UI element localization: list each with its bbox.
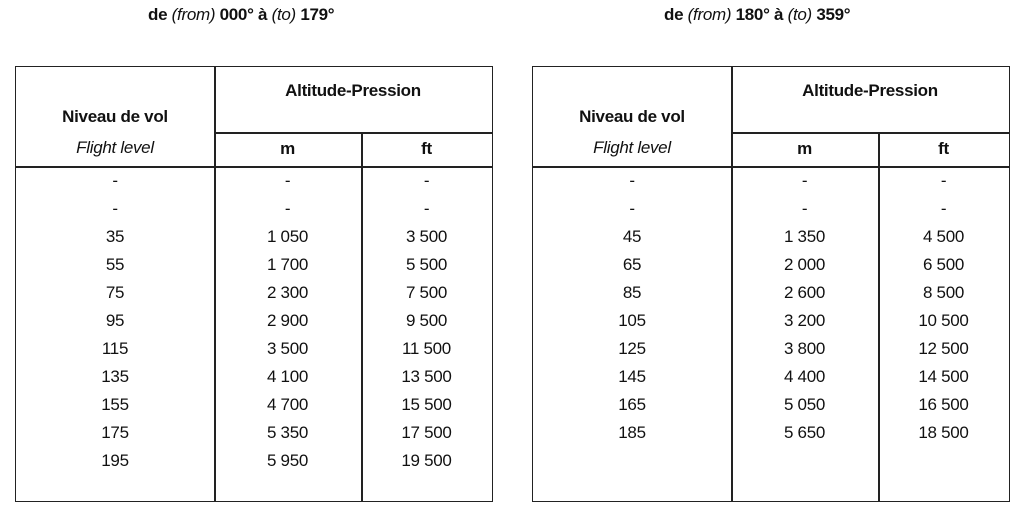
cell-feet: 8 500	[922, 283, 965, 302]
header-feet: ft	[938, 139, 949, 158]
header-divider	[214, 132, 492, 134]
cell-flight-level: 195	[101, 451, 129, 470]
cell-meters: -	[284, 199, 291, 218]
cell-feet: 3 500	[405, 227, 448, 246]
cell-meters: -	[284, 171, 291, 190]
cell-feet: 6 500	[922, 255, 965, 274]
cell-flight-level: 85	[622, 283, 642, 302]
cell-flight-level: 35	[105, 227, 125, 246]
cell-flight-level: 75	[105, 283, 125, 302]
header-divider	[16, 166, 492, 168]
caption-text: 000° à	[215, 5, 272, 24]
cell-meters: 3 200	[783, 311, 826, 330]
table-caption-right	[664, 5, 850, 25]
cell-feet: 9 500	[405, 311, 448, 330]
cell-meters: -	[801, 199, 808, 218]
caption-text: 359°	[811, 5, 851, 24]
cell-feet: -	[940, 171, 947, 190]
table-row	[16, 255, 492, 283]
header-meters: m	[797, 139, 812, 158]
table-row	[533, 283, 1009, 311]
table-row	[533, 395, 1009, 423]
table-row	[16, 451, 492, 479]
caption-text: (from)	[687, 5, 732, 24]
cell-flight-level: 95	[105, 311, 125, 330]
caption-text: 179°	[295, 5, 335, 24]
header-flight-level-fr: Niveau de vol	[62, 107, 168, 126]
cell-meters: 2 000	[783, 255, 826, 274]
caption-text: de	[664, 5, 688, 24]
cell-feet: -	[940, 199, 947, 218]
cell-flight-level: 185	[618, 423, 646, 442]
cell-meters: 2 600	[783, 283, 826, 302]
flight-level-table-left	[15, 66, 493, 502]
table-row	[533, 423, 1009, 451]
cell-feet: 5 500	[405, 255, 448, 274]
table-row	[16, 367, 492, 395]
cell-flight-level: 135	[101, 367, 129, 386]
cell-meters: 4 100	[266, 367, 309, 386]
table-row	[533, 199, 1009, 227]
header-altitude-pression: Altitude-Pression	[285, 81, 421, 100]
header-flight-level-fr: Niveau de vol	[579, 107, 685, 126]
cell-meters: 3 500	[266, 339, 309, 358]
table-row	[16, 339, 492, 367]
cell-feet: 4 500	[922, 227, 965, 246]
table-row	[16, 311, 492, 339]
header-divider	[533, 166, 1009, 168]
header-feet: ft	[421, 139, 432, 158]
cell-flight-level: 165	[618, 395, 646, 414]
cell-flight-level: -	[112, 199, 118, 218]
cell-meters: 2 300	[266, 283, 309, 302]
cell-feet: 19 500	[401, 451, 452, 470]
cell-meters: 5 350	[266, 423, 309, 442]
table-row	[533, 339, 1009, 367]
table-row	[16, 283, 492, 311]
table-row	[533, 367, 1009, 395]
cell-feet: 7 500	[405, 283, 448, 302]
cell-meters: 5 050	[783, 395, 826, 414]
cell-flight-level: 105	[618, 311, 646, 330]
header-flight-level-en: Flight level	[76, 138, 154, 157]
table-caption-left	[148, 5, 334, 25]
cell-flight-level: 55	[105, 255, 125, 274]
cell-flight-level: 175	[101, 423, 129, 442]
cell-meters: 1 050	[266, 227, 309, 246]
header-meters: m	[280, 139, 295, 158]
cell-meters: 1 350	[783, 227, 826, 246]
table-row	[533, 227, 1009, 255]
cell-feet: 13 500	[401, 367, 452, 386]
cell-meters: -	[801, 171, 808, 190]
cell-meters: 3 800	[783, 339, 826, 358]
cell-flight-level: -	[629, 171, 635, 190]
cell-feet: 15 500	[401, 395, 452, 414]
cell-meters: 1 700	[266, 255, 309, 274]
caption-text: (to)	[787, 5, 812, 24]
caption-text: de	[148, 5, 172, 24]
table-row	[533, 171, 1009, 199]
cell-flight-level: 155	[101, 395, 129, 414]
cell-feet: 11 500	[402, 339, 451, 358]
header-divider	[731, 132, 1009, 134]
cell-flight-level: 145	[618, 367, 646, 386]
table-row	[533, 255, 1009, 283]
cell-feet: 12 500	[918, 339, 969, 358]
cell-feet: 16 500	[918, 395, 969, 414]
table-row	[16, 171, 492, 199]
cell-feet: -	[423, 199, 430, 218]
flight-level-table-right	[532, 66, 1010, 502]
cell-meters: 4 400	[783, 367, 826, 386]
header-altitude-pression: Altitude-Pression	[802, 81, 938, 100]
cell-meters: 4 700	[266, 395, 309, 414]
cell-meters: 5 650	[783, 423, 826, 442]
cell-flight-level: 115	[101, 339, 129, 358]
table-row	[16, 395, 492, 423]
table-row	[16, 199, 492, 227]
caption-text: 180° à	[731, 5, 788, 24]
cell-feet: 10 500	[918, 311, 969, 330]
cell-flight-level: 65	[622, 255, 642, 274]
cell-feet: 17 500	[401, 423, 452, 442]
cell-flight-level: 125	[618, 339, 646, 358]
header-flight-level-en: Flight level	[593, 138, 671, 157]
cell-flight-level: 45	[622, 227, 642, 246]
caption-text: (from)	[171, 5, 216, 24]
table-row	[16, 423, 492, 451]
table-row	[16, 227, 492, 255]
cell-flight-level: -	[629, 199, 635, 218]
cell-flight-level: -	[112, 171, 118, 190]
table-row	[533, 311, 1009, 339]
cell-feet: 18 500	[918, 423, 969, 442]
cell-feet: -	[423, 171, 430, 190]
cell-feet: 14 500	[918, 367, 969, 386]
cell-meters: 5 950	[266, 451, 309, 470]
cell-meters: 2 900	[266, 311, 309, 330]
caption-text: (to)	[271, 5, 296, 24]
